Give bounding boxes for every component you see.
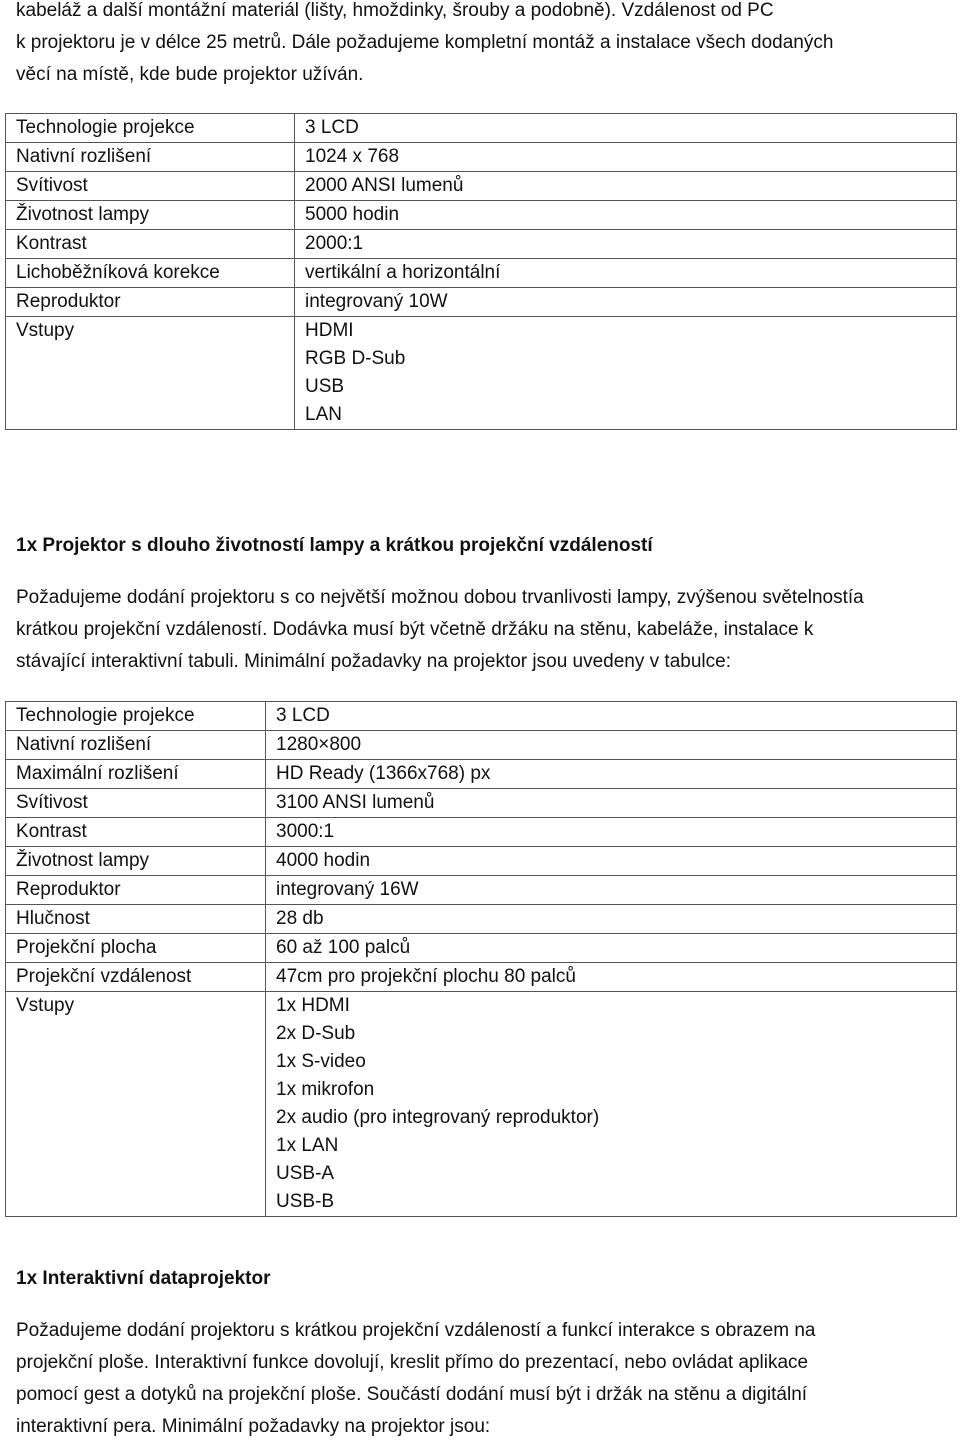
spec-value: vertikální a horizontální [295, 259, 957, 288]
section-paragraph [16, 582, 952, 678]
table-row [6, 731, 957, 760]
spec-label: Svítivost [6, 789, 266, 818]
section-heading: 1x Interaktivní dataprojektor [16, 1268, 271, 1289]
spec-value: 4000 hodin [266, 847, 957, 876]
spec-label: Lichoběžníková korekce [6, 259, 295, 288]
spec-value: 3000:1 [266, 818, 957, 847]
table-row [6, 288, 957, 317]
spec-label: Nativní rozlišení [6, 143, 295, 172]
table-row [6, 201, 957, 230]
input-item: USB [305, 376, 345, 397]
paragraph-line: interaktivní pera. Minimální požadavky na projektor jsou: [16, 1416, 491, 1437]
intro-line: k projektoru je v délce 25 metrů. Dále požadujeme kompletní montáž a instalace všech dodaných [16, 32, 834, 53]
spec-value: 1280×800 [266, 731, 957, 760]
table-row [6, 172, 957, 201]
table-row [6, 230, 957, 259]
paragraph-line: Požadujeme dodání projektoru s co největší možnou dobou trvanlivosti lampy, zvýšenou světelnostía [16, 587, 864, 608]
input-item: 1x LAN [276, 1135, 339, 1156]
table-row [6, 114, 957, 143]
spec-label: Projekční vzdálenost [6, 963, 266, 992]
paragraph-line: stávající interaktivní tabuli. Minimální požadavky na projektor jsou uvedeny v tabulce: [16, 651, 731, 672]
table-row [6, 876, 957, 905]
spec-value: 3100 ANSI lumenů [266, 789, 957, 818]
table-row [6, 259, 957, 288]
spec-label: Kontrast [6, 230, 295, 259]
input-item: 1x HDMI [276, 995, 350, 1016]
spec-value: integrovaný 16W [266, 876, 957, 905]
spec-label: Vstupy [6, 317, 295, 430]
input-item: USB-B [276, 1191, 335, 1212]
table-row [6, 818, 957, 847]
spec-label: Nativní rozlišení [6, 731, 266, 760]
table-row [6, 143, 957, 172]
spec-table-1 [5, 113, 957, 430]
input-item: LAN [305, 404, 342, 425]
spec-table-2 [5, 701, 957, 1217]
spec-value: 1024 x 768 [295, 143, 957, 172]
spec-label: Technologie projekce [6, 702, 266, 731]
spec-value-inputs [295, 317, 957, 430]
intro-paragraph [16, 0, 952, 91]
section-heading: 1x Projektor s dlouho životností lampy a krátkou projekční vzdáleností [16, 535, 653, 556]
table-row [6, 760, 957, 789]
table-row [6, 963, 957, 992]
spec-label: Kontrast [6, 818, 266, 847]
spec-label: Projekční plocha [6, 934, 266, 963]
section-paragraph [16, 1315, 952, 1443]
intro-line: věcí na místě, kde bude projektor užíván. [16, 64, 364, 85]
table-row [6, 992, 957, 1217]
spec-value: 5000 hodin [295, 201, 957, 230]
spec-label: Vstupy [6, 992, 266, 1217]
spec-value: 3 LCD [266, 702, 957, 731]
spec-label: Životnost lampy [6, 201, 295, 230]
table-row [6, 934, 957, 963]
table-row [6, 317, 957, 430]
input-item: RGB D-Sub [305, 348, 406, 369]
table-row [6, 702, 957, 731]
spec-label: Maximální rozlišení [6, 760, 266, 789]
spec-value: 2000:1 [295, 230, 957, 259]
spec-value: 60 až 100 palců [266, 934, 957, 963]
spec-label: Reproduktor [6, 876, 266, 905]
spec-label: Hlučnost [6, 905, 266, 934]
paragraph-line: Požadujeme dodání projektoru s krátkou projekční vzdáleností a funkcí interakce s obrazem na [16, 1320, 816, 1341]
spec-value: 3 LCD [295, 114, 957, 143]
input-item: 1x S-video [276, 1051, 366, 1072]
input-item: 1x mikrofon [276, 1079, 375, 1100]
spec-value: HD Ready (1366x768) px [266, 760, 957, 789]
spec-value: 28 db [266, 905, 957, 934]
spec-value-inputs [266, 992, 957, 1217]
input-item: 2x audio (pro integrovaný reproduktor) [276, 1107, 600, 1128]
input-item: HDMI [305, 320, 354, 341]
paragraph-line: krátkou projekční vzdáleností. Dodávka musí být včetně držáku na stěnu, kabeláže, instalace k [16, 619, 814, 640]
input-item: USB-A [276, 1163, 335, 1184]
input-item: 2x D-Sub [276, 1023, 356, 1044]
spec-label: Životnost lampy [6, 847, 266, 876]
intro-line: kabeláž a další montážní materiál (lišty, hmoždinky, šrouby a podobně). Vzdálenost od PC [16, 0, 774, 21]
table-row [6, 847, 957, 876]
spec-value: integrovaný 10W [295, 288, 957, 317]
spec-value: 2000 ANSI lumenů [295, 172, 957, 201]
paragraph-line: projekční ploše. Interaktivní funkce dovolují, kreslit přímo do prezentací, nebo ovládat aplikace [16, 1352, 809, 1373]
spec-label: Reproduktor [6, 288, 295, 317]
paragraph-line: pomocí gest a dotyků na projekční ploše. Součástí dodání musí být i držák na stěnu a digitální [16, 1384, 808, 1405]
spec-label: Technologie projekce [6, 114, 295, 143]
spec-label: Svítivost [6, 172, 295, 201]
table-row [6, 789, 957, 818]
table-row [6, 905, 957, 934]
spec-value: 47cm pro projekční plochu 80 palců [266, 963, 957, 992]
